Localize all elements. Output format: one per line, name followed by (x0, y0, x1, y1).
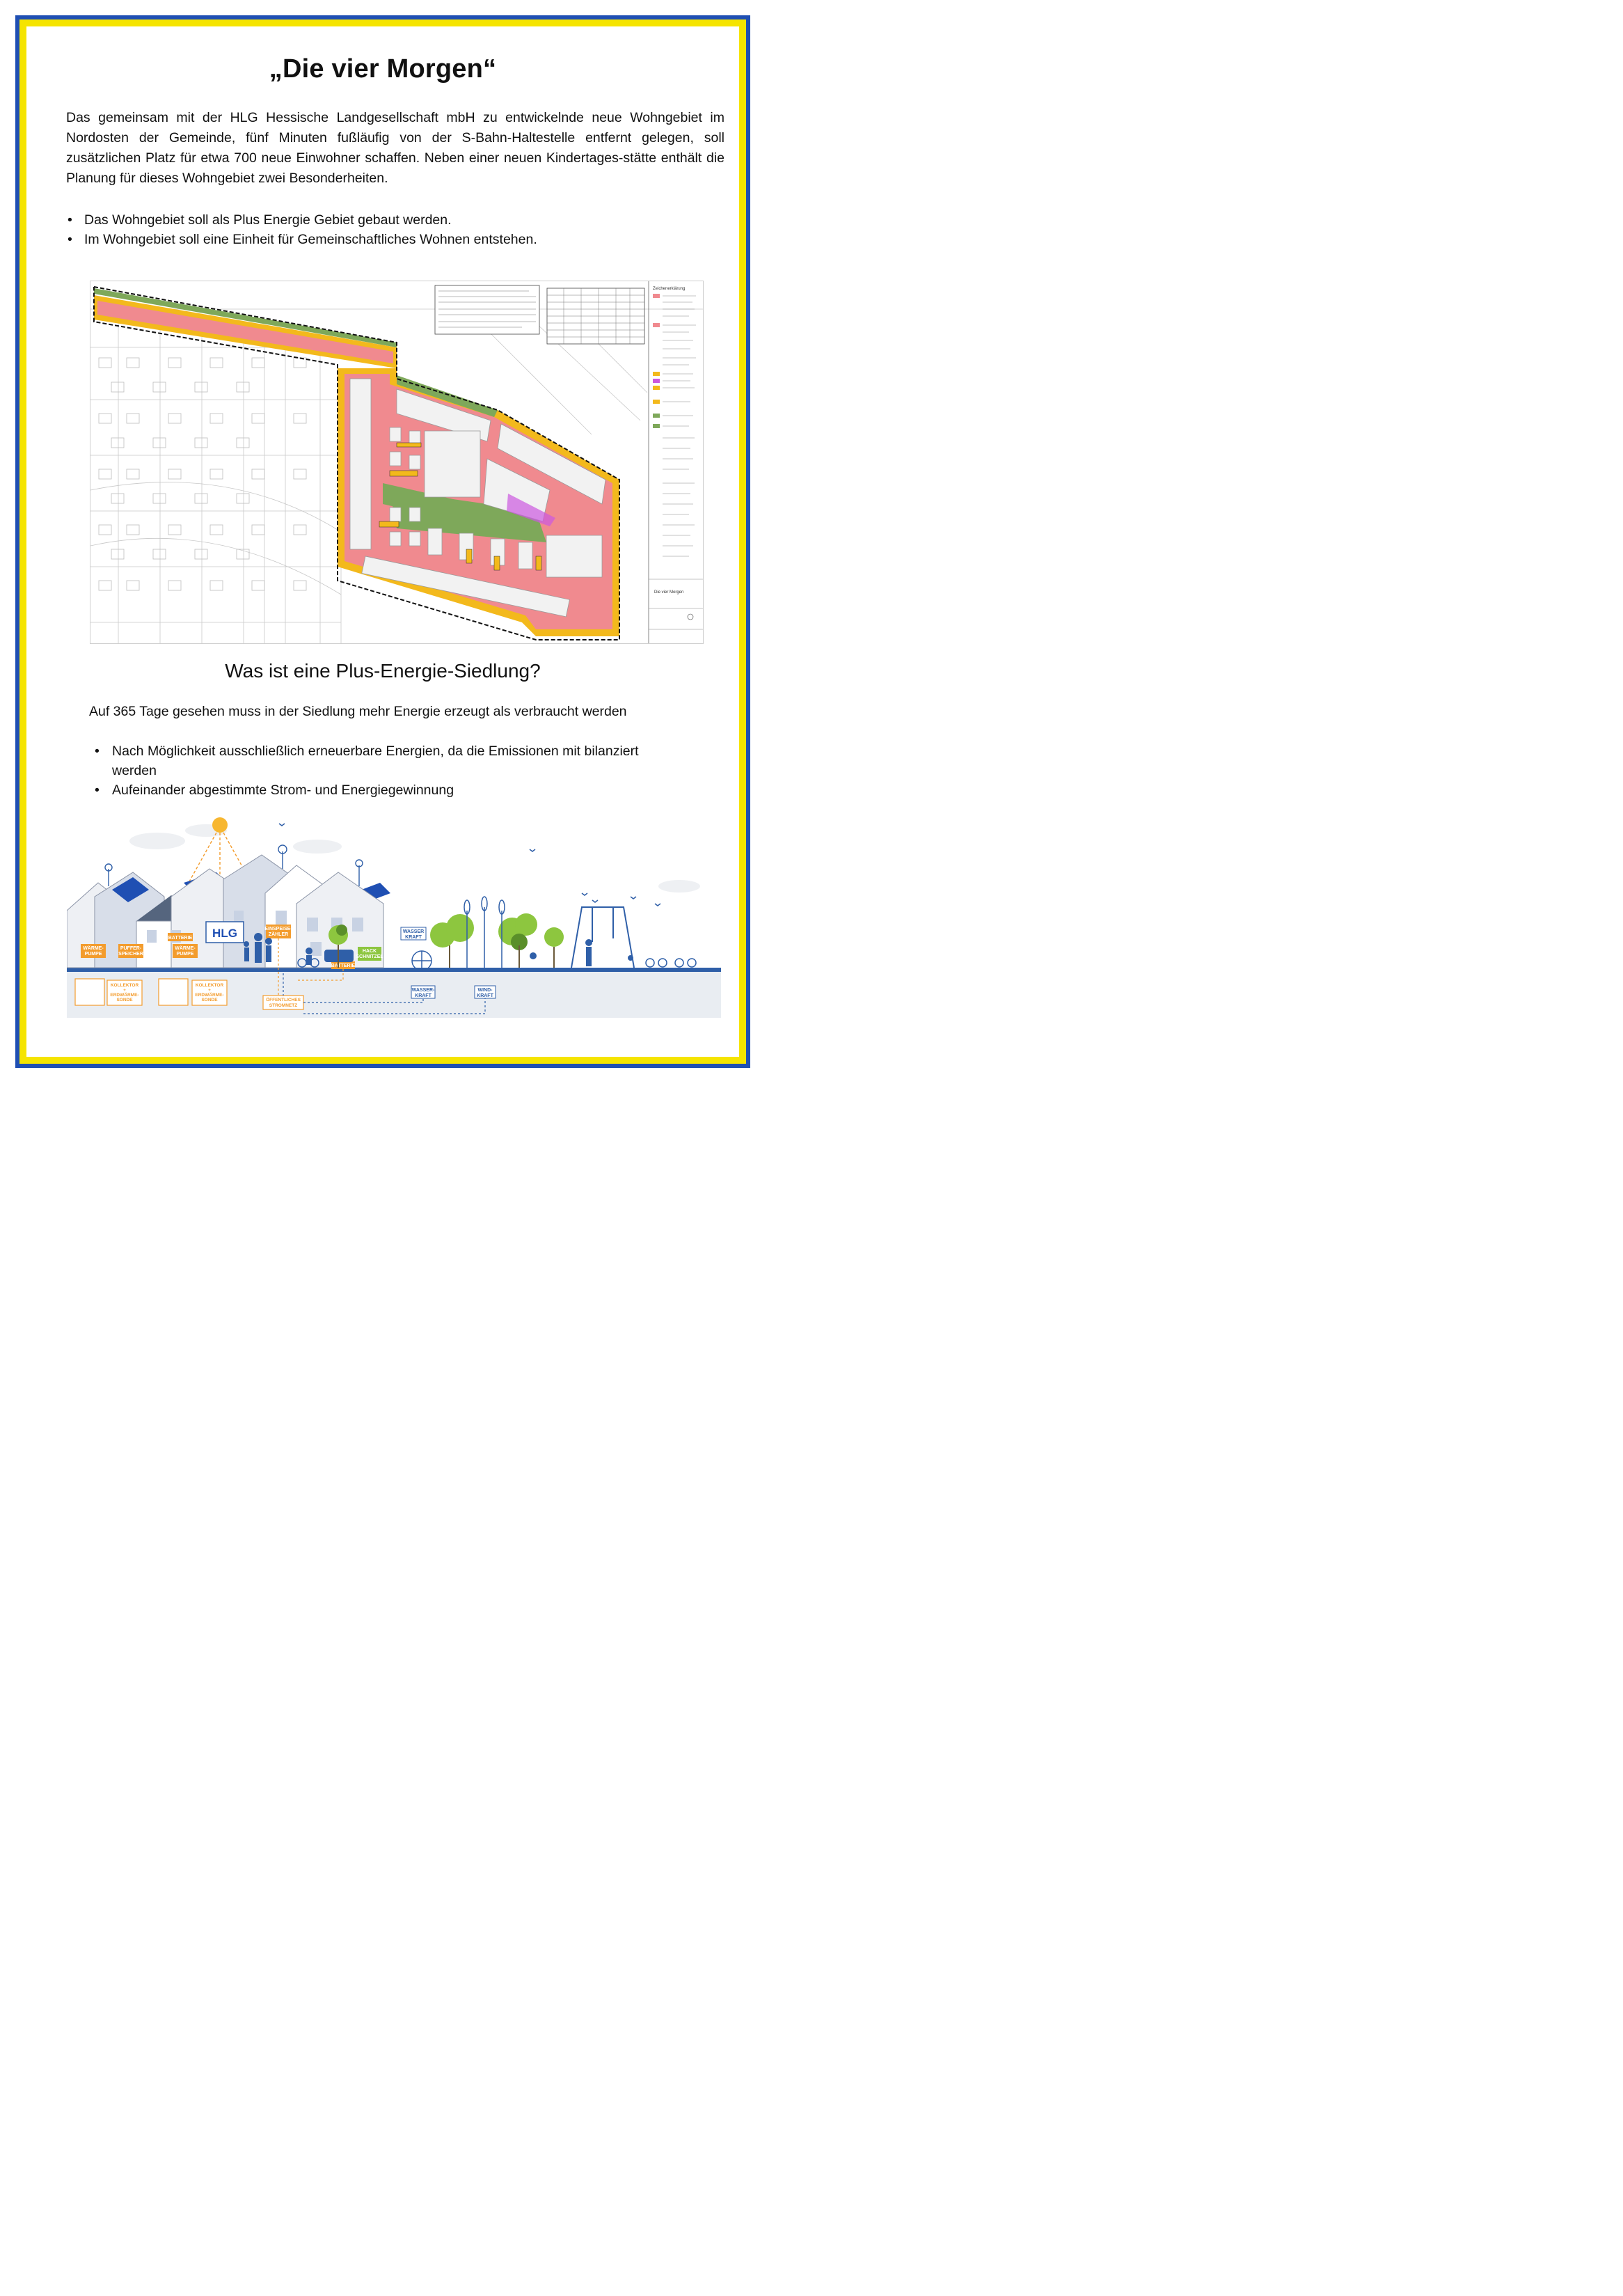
svg-text:WASSER: WASSER (402, 929, 425, 934)
svg-text:ERDWÄRME-: ERDWÄRME- (110, 993, 139, 998)
svg-text:BATTERIE: BATTERIE (168, 936, 193, 941)
legend-title: Zeichenerklärung (653, 287, 686, 291)
svg-text:KRAFT: KRAFT (477, 993, 493, 998)
svg-text:KRAFT: KRAFT (415, 993, 432, 998)
feature-list (66, 210, 537, 249)
svg-text:SCHNITZEL: SCHNITZEL (356, 954, 383, 959)
intro-paragraph: Das gemeinsam mit der HLG Hessische Landgesellschaft mbH zu entwickelnde neue Wohngebiet im Nordosten der Gemeinde, fünf Minuten fußläufig von der S-Bahn-Haltestelle entfernt gelegen, soll zusätzlichen Platz für etwa 700 neue Einwohner schaffen. Neben einer neuen Kindertages-stätte enthält die Planung für dieses Wohngebiet zwei Besonderheiten. (66, 110, 725, 186)
svg-text:EINSPEISE-: EINSPEISE- (264, 927, 292, 931)
svg-text:SONDE: SONDE (116, 998, 133, 1002)
water-wheel (412, 951, 432, 970)
svg-text:WIND-: WIND- (477, 988, 493, 993)
svg-text:SONDE: SONDE (201, 998, 218, 1002)
houses-group (67, 845, 390, 968)
criteria-item: • Nach Möglichkeit ausschließlich erneuerbare Energien, da die Emissionen mit bilanziert werden (93, 741, 650, 780)
svg-text:+: + (123, 988, 126, 993)
svg-text:ERDWÄRME-: ERDWÄRME- (195, 993, 224, 998)
plus-energy-illustration (67, 813, 721, 1018)
svg-text:ÖFFENTLICHES: ÖFFENTLICHES (266, 998, 301, 1002)
svg-text:STROMNETZ: STROMNETZ (269, 1003, 298, 1008)
svg-text:HACK: HACK (362, 949, 377, 954)
svg-text:HLG: HLG (212, 927, 237, 940)
development-plan-map (90, 281, 704, 644)
section-text: Auf 365 Tage gesehen muss in der Siedlung mehr Energie erzeugt als verbraucht werden (89, 704, 627, 719)
svg-text:WÄRME-: WÄRME- (83, 946, 104, 951)
svg-text:+: + (208, 988, 211, 993)
svg-text:ZÄHLER: ZÄHLER (268, 932, 289, 937)
feature-item: • Im Wohngebiet soll eine Einheit für Gemeinschaftliches Wohnen entstehen. (66, 230, 537, 249)
svg-text:PUFFER-: PUFFER- (120, 946, 142, 951)
swing (571, 907, 634, 968)
svg-text:KOLLEKTOR: KOLLEKTOR (110, 983, 139, 988)
plan-name-label: Die vier Morgen (654, 590, 684, 595)
criteria-item: • Aufeinander abgestimmte Strom- und Energiegewinnung (93, 780, 650, 800)
svg-text:KRAFT: KRAFT (405, 935, 422, 940)
sun-icon (212, 817, 228, 833)
svg-text:SPEICHER: SPEICHER (118, 952, 143, 957)
svg-text:PUMPE: PUMPE (176, 952, 194, 957)
svg-text:WÄRME-: WÄRME- (175, 946, 196, 951)
svg-text:KOLLEKTOR: KOLLEKTOR (195, 983, 224, 988)
feature-item: • Das Wohngebiet soll als Plus Energie Gebiet gebaut werden. (66, 210, 537, 230)
svg-text:BATTERIE: BATTERIE (331, 964, 356, 968)
hlg-logo (206, 922, 244, 943)
page-title: „Die vier Morgen“ (269, 54, 497, 84)
section-title: Was ist eine Plus-Energie-Siedlung? (225, 660, 541, 682)
criteria-list (93, 741, 650, 800)
svg-text:PUMPE: PUMPE (84, 952, 102, 957)
svg-text:WASSER-: WASSER- (411, 988, 435, 993)
